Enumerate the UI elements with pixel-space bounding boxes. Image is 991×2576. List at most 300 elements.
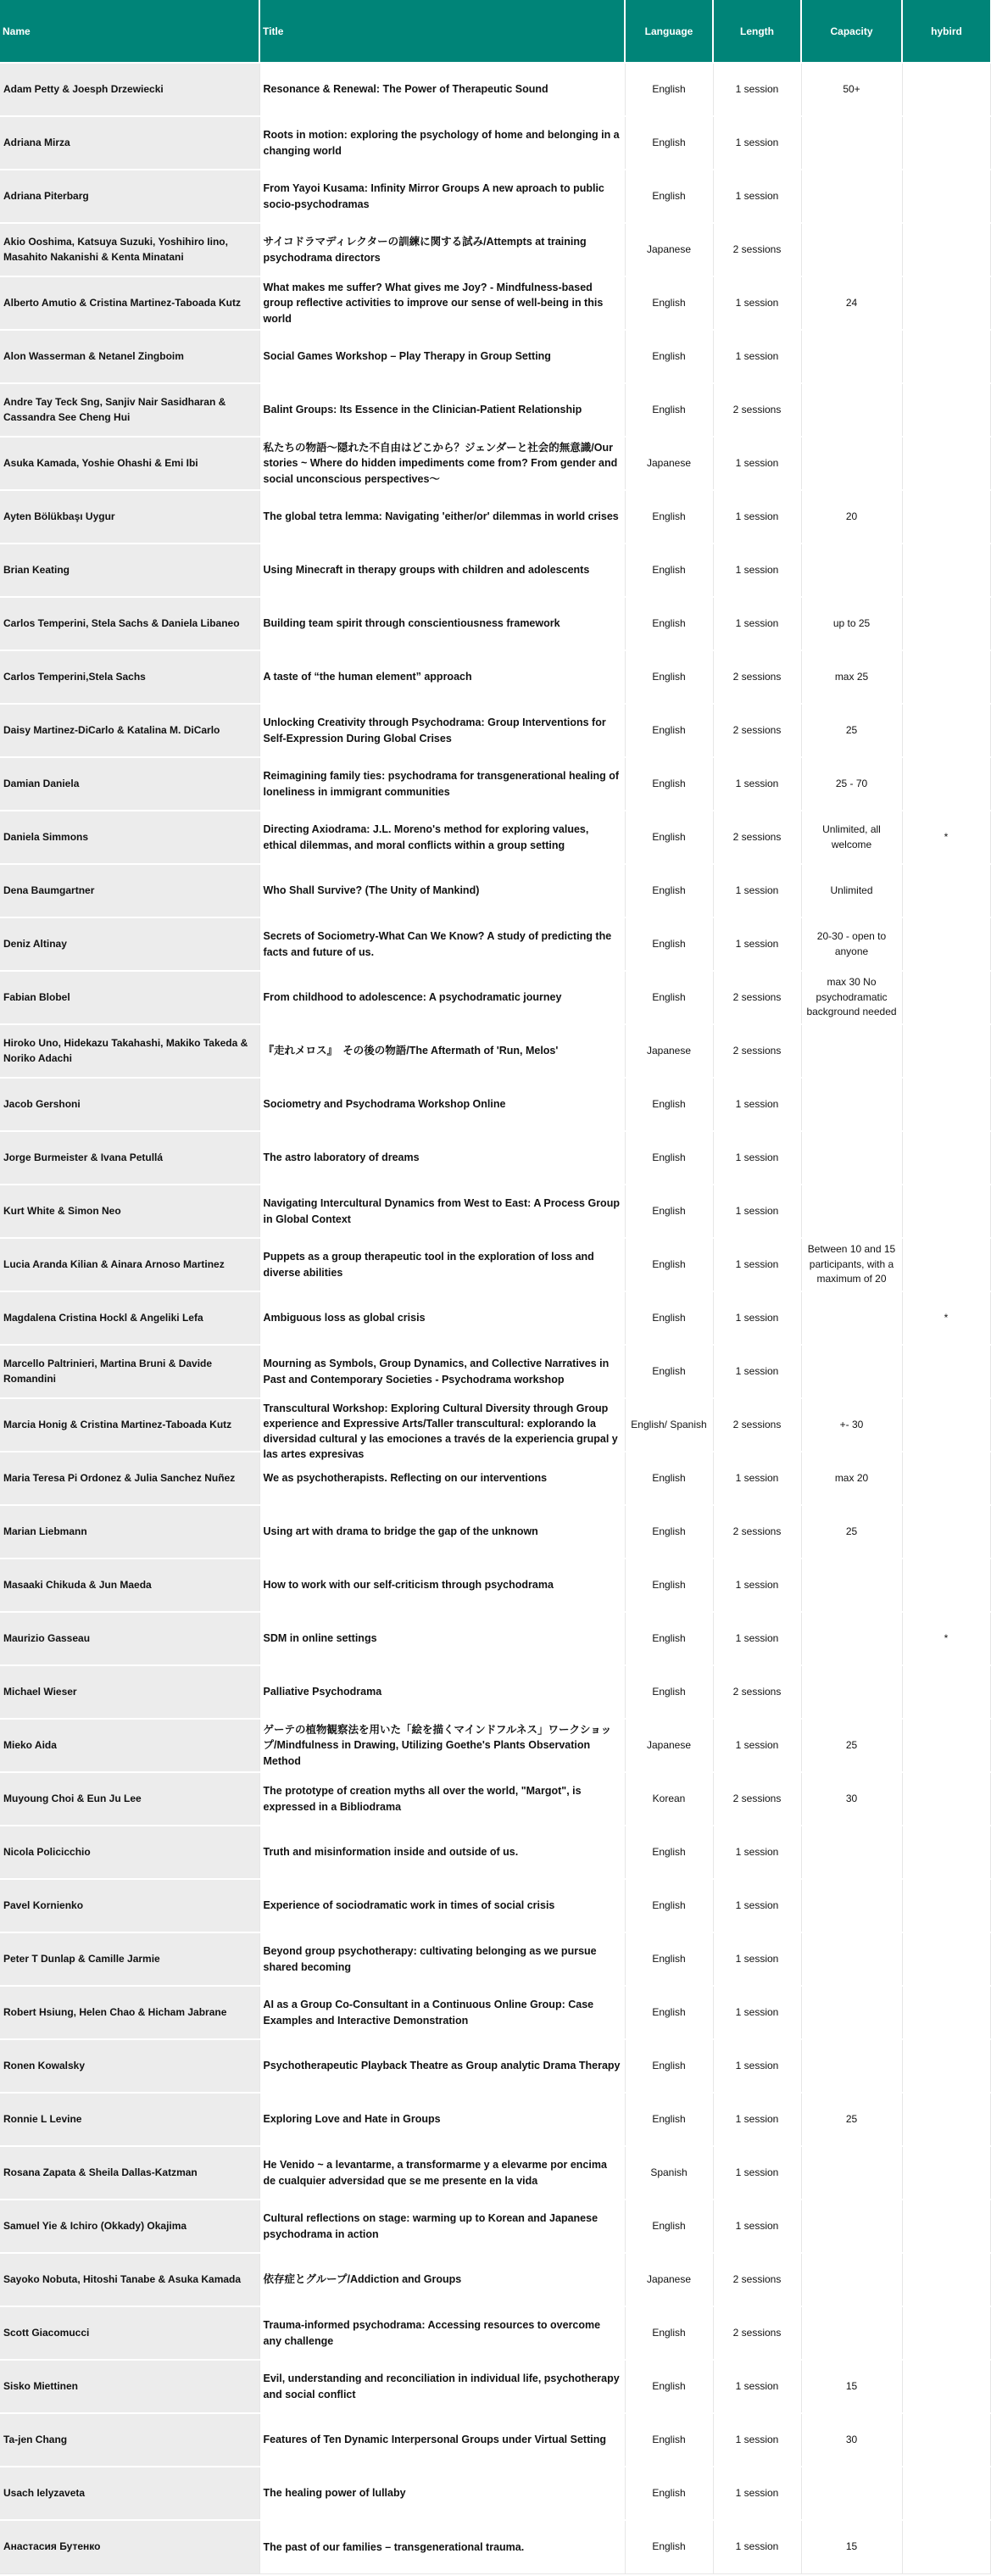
cell-capacity (801, 2146, 902, 2200)
cell-name-text: Masaaki Chikuda & Jun Maeda (3, 1578, 152, 1591)
cell-language (625, 2146, 713, 2200)
cell-length (713, 170, 801, 223)
cell-capacity (801, 1078, 902, 1131)
cell-capacity (801, 544, 902, 597)
cell-length (713, 223, 801, 276)
cell-name-text: Magdalena Cristina Hockl & Angeliki Lefa (3, 1311, 203, 1324)
cell-name (0, 2520, 259, 2573)
cell-capacity (801, 971, 902, 1024)
cell-length-text: 1 session (735, 136, 779, 148)
cell-name-text: Pavel Kornienko (3, 1899, 84, 1911)
cell-capacity (801, 1932, 902, 1986)
cell-length (713, 1826, 801, 1879)
cell-language-text: English (652, 2379, 686, 2392)
cell-title (259, 1719, 625, 1772)
cell-language (625, 1452, 713, 1505)
cell-capacity (801, 811, 902, 864)
cell-capacity (801, 223, 902, 276)
cell-name-text: Alberto Amutio & Cristina Martinez-Taboada Kutz (3, 296, 242, 309)
cell-length (713, 2253, 801, 2306)
cell-hybrid (902, 1826, 990, 1879)
table-row (0, 1719, 990, 1772)
cell-length-text: 1 session (735, 1899, 779, 1911)
header-length[interactable]: Length (713, 0, 801, 63)
cell-hybrid (902, 1398, 990, 1452)
cell-title-text: サイコドラマディレクターの訓練に関する試み/Attempts at training psychodrama directors (263, 236, 587, 264)
table-row (0, 1772, 990, 1826)
cell-title (259, 1772, 625, 1826)
cell-name-text: Adriana Piterbarg (3, 189, 89, 202)
cell-length (713, 1398, 801, 1452)
cell-capacity (801, 597, 902, 650)
cell-name (0, 1932, 259, 1986)
cell-language (625, 2360, 713, 2413)
cell-hybrid (902, 383, 990, 437)
cell-language-text: Japanese (646, 243, 692, 255)
cell-length-text: 1 session (735, 2433, 779, 2445)
cell-name-text: Samuel Yie & Ichiro (Okkady) Okajima (3, 2219, 187, 2232)
cell-capacity-text: 15 (845, 2379, 858, 2392)
cell-capacity (801, 1719, 902, 1772)
cell-length-text: 1 session (735, 563, 779, 576)
cell-capacity (801, 1024, 902, 1078)
cell-name (0, 2146, 259, 2200)
cell-language (625, 1612, 713, 1665)
cell-title (259, 864, 625, 917)
header-name[interactable]: Name (0, 0, 259, 63)
cell-length (713, 1932, 801, 1986)
cell-language-text: Japanese (646, 456, 692, 469)
cell-length-text: 1 session (735, 189, 779, 202)
table-row (0, 223, 990, 276)
cell-name (0, 1719, 259, 1772)
cell-capacity-text: 20 (845, 510, 858, 522)
cell-language (625, 1024, 713, 1078)
cell-language-text: English (652, 2540, 686, 2553)
cell-title (259, 116, 625, 170)
cell-name (0, 1238, 259, 1291)
cell-language-text: English (652, 349, 686, 362)
cell-language (625, 1932, 713, 1986)
cell-name (0, 1826, 259, 1879)
cell-name-text: Ronen Kowalsky (3, 2059, 86, 2071)
cell-capacity-text: Between 10 and 15 participants, with a maximum of 20 (807, 1243, 896, 1285)
cell-title-text: We as psychotherapists. Reflecting on our interventions (263, 1472, 548, 1485)
cell-name-text: Daniela Simmons (3, 830, 89, 843)
cell-length (713, 1238, 801, 1291)
cell-title-text: Features of Ten Dynamic Interpersonal Groups under Virtual Setting (263, 2434, 606, 2446)
cell-length-text: 1 session (735, 1631, 779, 1644)
cell-language (625, 1185, 713, 1238)
cell-length-text: 1 session (735, 1204, 779, 1217)
cell-length-text: 1 session (735, 1364, 779, 1377)
cell-length (713, 490, 801, 544)
cell-language (625, 2520, 713, 2573)
cell-capacity (801, 1879, 902, 1932)
table-row (0, 170, 990, 223)
cell-title-text: Roots in motion: exploring the psychology of home and belonging in a changing world (263, 129, 620, 157)
cell-title (259, 971, 625, 1024)
cell-hybrid (902, 2093, 990, 2146)
cell-name-text: Adriana Mirza (3, 136, 70, 148)
table-row (0, 437, 990, 490)
header-hybrid[interactable]: hybird (902, 0, 990, 63)
cell-length-text: 1 session (735, 510, 779, 522)
cell-hybrid (902, 2306, 990, 2360)
cell-capacity-text: up to 25 (832, 616, 871, 629)
cell-name-text: Jorge Burmeister & Ivana Petullá (3, 1151, 164, 1163)
cell-capacity-text: Unlimited (830, 884, 873, 896)
cell-length-text: 2 sessions (732, 1525, 782, 1537)
cell-language (625, 650, 713, 704)
cell-length (713, 1879, 801, 1932)
cell-name (0, 971, 259, 1024)
cell-language-text: English (652, 616, 686, 629)
cell-length (713, 544, 801, 597)
cell-capacity-text: 25 (845, 2112, 858, 2125)
table-row (0, 2039, 990, 2093)
cell-name-text: Rosana Zapata & Sheila Dallas-Katzman (3, 2166, 198, 2178)
cell-language (625, 1078, 713, 1131)
cell-length (713, 1612, 801, 1665)
cell-language (625, 1665, 713, 1719)
cell-length-text: 2 sessions (732, 243, 782, 255)
cell-name-text: Nicola Policicchio (3, 1845, 91, 1858)
cell-capacity (801, 757, 902, 811)
cell-name-text: Lucia Aranda Kilian & Ainara Arnoso Martinez (3, 1257, 225, 1270)
cell-title (259, 2200, 625, 2253)
cell-language (625, 2093, 713, 2146)
cell-title (259, 1238, 625, 1291)
table-row (0, 704, 990, 757)
cell-language-text: English (652, 2112, 686, 2125)
cell-name-text: Daisy Martinez-DiCarlo & Katalina M. DiCarlo (3, 723, 220, 736)
cell-name (0, 917, 259, 971)
cell-capacity (801, 383, 902, 437)
cell-capacity (801, 2093, 902, 2146)
header-capacity[interactable]: Capacity (801, 0, 902, 63)
cell-language (625, 1238, 713, 1291)
cell-language-text: English (652, 2005, 686, 2018)
cell-title (259, 1986, 625, 2039)
table-row (0, 330, 990, 383)
cell-language (625, 2039, 713, 2093)
table-row (0, 544, 990, 597)
cell-name (0, 704, 259, 757)
table-row (0, 276, 990, 330)
cell-hybrid (902, 1078, 990, 1131)
cell-name (0, 1185, 259, 1238)
cell-length-text: 1 session (735, 1952, 779, 1965)
cell-title (259, 650, 625, 704)
cell-name-text: Maurizio Gasseau (3, 1631, 91, 1644)
cell-title-text: What makes me suffer? What gives me Joy? - Mindfulness-based group reflective activities to improve our sense of well-being in this world (263, 282, 604, 325)
table-row (0, 1398, 990, 1452)
cell-capacity (801, 330, 902, 383)
cell-capacity-text: 15 (845, 2540, 858, 2553)
cell-name (0, 2413, 259, 2467)
cell-language (625, 1345, 713, 1398)
cell-title (259, 2039, 625, 2093)
cell-name (0, 1024, 259, 1078)
cell-language (625, 1826, 713, 1879)
cell-length-text: 1 session (735, 616, 779, 629)
cell-title (259, 1826, 625, 1879)
table-row (0, 2413, 990, 2467)
cell-title-text: Navigating Intercultural Dynamics from West to East: A Process Group in Global Context (263, 1197, 620, 1225)
cell-name-text: Анастасия Бутенко (3, 2540, 101, 2553)
cell-length-text: 1 session (735, 2219, 779, 2232)
cell-hybrid (902, 864, 990, 917)
cell-language (625, 757, 713, 811)
cell-hybrid (902, 1772, 990, 1826)
cell-name (0, 276, 259, 330)
cell-hybrid (902, 490, 990, 544)
cell-title (259, 170, 625, 223)
cell-title (259, 383, 625, 437)
cell-length (713, 1505, 801, 1558)
cell-capacity-text: 30 (845, 2433, 858, 2445)
table-row (0, 1345, 990, 1398)
cell-name (0, 2306, 259, 2360)
cell-length (713, 2093, 801, 2146)
cell-name (0, 437, 259, 490)
cell-length (713, 437, 801, 490)
cell-title-text: Social Games Workshop – Play Therapy in Group Setting (263, 350, 551, 363)
cell-length-text: 1 session (735, 82, 779, 95)
cell-title (259, 1345, 625, 1398)
cell-length-text: 1 session (735, 1738, 779, 1751)
cell-name-text: Muyoung Choi & Eun Ju Lee (3, 1792, 142, 1804)
cell-language (625, 383, 713, 437)
cell-length (713, 2467, 801, 2520)
cell-hybrid (902, 2146, 990, 2200)
cell-length-text: 1 session (735, 2005, 779, 2018)
cell-capacity (801, 1131, 902, 1185)
cell-language (625, 1879, 713, 1932)
cell-name (0, 223, 259, 276)
cell-capacity (801, 1238, 902, 1291)
cell-title (259, 917, 625, 971)
cell-hybrid (902, 1452, 990, 1505)
cell-length (713, 1185, 801, 1238)
cell-title-text: The prototype of creation myths all over the world, "Margot", is expressed in a Bibliodrama (263, 1785, 582, 1813)
cell-length (713, 2360, 801, 2413)
cell-capacity (801, 116, 902, 170)
cell-hybrid (902, 223, 990, 276)
table-row (0, 650, 990, 704)
cell-capacity-text: max 25 (834, 670, 869, 683)
cell-title-text: Directing Axiodrama: J.L. Moreno's method for exploring values, ethical dilemmas, and moral conflicts within a group setting (263, 823, 589, 851)
cell-hybrid (902, 2467, 990, 2520)
cell-name (0, 1345, 259, 1398)
cell-language-text: Spanish (650, 2166, 688, 2178)
cell-title-text: Beyond group psychotherapy: cultivating belonging as we pursue shared becoming (263, 1945, 597, 1973)
cell-hybrid (902, 2520, 990, 2573)
cell-length (713, 2039, 801, 2093)
cell-length-text: 2 sessions (732, 1792, 782, 1804)
cell-title-text: Experience of sociodramatic work in times of social crisis (263, 1899, 555, 1912)
cell-length-text: 1 session (735, 884, 779, 896)
cell-length (713, 116, 801, 170)
cell-length-text: 1 session (735, 1257, 779, 1270)
cell-language-text: English (652, 510, 686, 522)
cell-hybrid (902, 2253, 990, 2306)
table-body (0, 63, 990, 2573)
cell-hybrid (902, 704, 990, 757)
table-row (0, 1879, 990, 1932)
cell-language (625, 2413, 713, 2467)
cell-name (0, 1078, 259, 1131)
cell-title (259, 1558, 625, 1612)
cell-title (259, 1505, 625, 1558)
table-row (0, 1078, 990, 1131)
cell-length-text: 2 sessions (732, 1418, 782, 1430)
cell-title-text: 『走れメロス』 その後の物語/The Aftermath of 'Run, Melos' (263, 1045, 559, 1057)
cell-language-text: English (652, 1097, 686, 1110)
table-row (0, 383, 990, 437)
cell-capacity (801, 63, 902, 116)
cell-name-text: Fabian Blobel (3, 990, 70, 1003)
table-row (0, 116, 990, 170)
cell-name (0, 2200, 259, 2253)
cell-language (625, 1505, 713, 1558)
cell-title (259, 1932, 625, 1986)
cell-title-text: Secrets of Sociometry-What Can We Know? A study of predicting the facts and future of us. (263, 930, 612, 958)
cell-language (625, 1291, 713, 1345)
cell-title (259, 757, 625, 811)
header-title[interactable]: Title (259, 0, 625, 63)
cell-name (0, 1398, 259, 1452)
cell-title-text: Reimagining family ties: psychodrama for transgenerational healing of loneliness in immigrant communities (263, 770, 620, 798)
cell-language (625, 1986, 713, 2039)
cell-length (713, 971, 801, 1024)
cell-length (713, 383, 801, 437)
cell-hybrid (902, 1291, 990, 1345)
table-row (0, 1826, 990, 1879)
cell-title (259, 1879, 625, 1932)
cell-title-text: From Yayoi Kusama: Infinity Mirror Groups A new aproach to public socio-psychodramas (263, 182, 604, 210)
cell-language-text: English (652, 1525, 686, 1537)
cell-capacity (801, 864, 902, 917)
cell-capacity (801, 2039, 902, 2093)
cell-title (259, 1665, 625, 1719)
cell-title-text: The global tetra lemma: Navigating 'either/or' dilemmas in world crises (263, 510, 619, 523)
cell-hybrid (902, 1612, 990, 1665)
cell-length (713, 1078, 801, 1131)
cell-language (625, 597, 713, 650)
table-row (0, 864, 990, 917)
cell-length-text: 1 session (735, 1578, 779, 1591)
cell-language-text: English (652, 2326, 686, 2339)
cell-hybrid (902, 811, 990, 864)
cell-length-text: 2 sessions (732, 723, 782, 736)
table-row (0, 2306, 990, 2360)
cell-name (0, 757, 259, 811)
cell-title-text: A taste of “the human element” approach (263, 671, 472, 683)
cell-language (625, 1772, 713, 1826)
cell-hybrid (902, 276, 990, 330)
cell-title-text: Resonance & Renewal: The Power of Therapeutic Sound (263, 83, 548, 96)
cell-hybrid (902, 1345, 990, 1398)
cell-language (625, 811, 713, 864)
cell-name (0, 490, 259, 544)
cell-name-text: Andre Tay Teck Sng, Sanjiv Nair Sasidharan & Cassandra See Cheng Hui (3, 396, 226, 423)
cell-language-text: English (652, 1685, 686, 1698)
cell-hybrid (902, 116, 990, 170)
cell-title-text: Building team spirit through conscientiousness framework (263, 617, 560, 630)
table-row (0, 971, 990, 1024)
cell-title-text: 依存症とグループ/Addiction and Groups (263, 2273, 462, 2286)
cell-language (625, 2200, 713, 2253)
table-row (0, 1612, 990, 1665)
cell-language (625, 170, 713, 223)
cell-title-text: Unlocking Creativity through Psychodrama: Group Interventions for Self-Expression During Global Crises (263, 716, 606, 744)
cell-name-text: Marian Liebmann (3, 1525, 87, 1537)
cell-language-text: English (652, 1899, 686, 1911)
table-row (0, 757, 990, 811)
cell-length-text: 1 session (735, 1097, 779, 1110)
cell-language (625, 276, 713, 330)
cell-capacity (801, 2200, 902, 2253)
cell-length-text: 2 sessions (732, 1044, 782, 1057)
table-row (0, 2253, 990, 2306)
table-row (0, 2467, 990, 2520)
cell-capacity (801, 1826, 902, 1879)
cell-language-text: English (652, 563, 686, 576)
cell-length (713, 1772, 801, 1826)
cell-name-text: Hiroko Uno, Hidekazu Takahashi, Makiko Takeda & Noriko Adachi (3, 1037, 248, 1064)
cell-length (713, 1452, 801, 1505)
cell-capacity (801, 1986, 902, 2039)
cell-title (259, 2413, 625, 2467)
cell-name (0, 1505, 259, 1558)
cell-language-text: English (652, 189, 686, 202)
cell-capacity (801, 1505, 902, 1558)
cell-title (259, 597, 625, 650)
cell-hybrid (902, 2413, 990, 2467)
cell-title-text: Mourning as Symbols, Group Dynamics, and Collective Narratives in Past and Contemporary Societies - Psychodrama workshop (263, 1358, 610, 1386)
cell-language-text: English (652, 884, 686, 896)
cell-title (259, 63, 625, 116)
cell-title (259, 1291, 625, 1345)
cell-hybrid (902, 650, 990, 704)
cell-title-text: Balint Groups: Its Essence in the Clinician-Patient Relationship (263, 404, 582, 416)
cell-title (259, 2306, 625, 2360)
table-row (0, 2200, 990, 2253)
table-row (0, 1505, 990, 1558)
cell-hybrid (902, 1879, 990, 1932)
header-row (0, 0, 990, 63)
cell-capacity (801, 1665, 902, 1719)
cell-name (0, 1131, 259, 1185)
cell-length (713, 276, 801, 330)
cell-language-text: English (652, 1845, 686, 1858)
cell-length (713, 2413, 801, 2467)
cell-hybrid (902, 2039, 990, 2093)
cell-language-text: English (652, 670, 686, 683)
table-row (0, 1291, 990, 1345)
cell-name (0, 2360, 259, 2413)
cell-language (625, 704, 713, 757)
cell-name (0, 2093, 259, 2146)
cell-language-text: English (652, 937, 686, 950)
header-language[interactable]: Language (625, 0, 713, 63)
cell-name-text: Robert Hsiung, Helen Chao & Hicham Jabrane (3, 2005, 227, 2018)
cell-capacity (801, 490, 902, 544)
cell-capacity (801, 1398, 902, 1452)
cell-name-text: Usach Ielyzaveta (3, 2486, 86, 2499)
